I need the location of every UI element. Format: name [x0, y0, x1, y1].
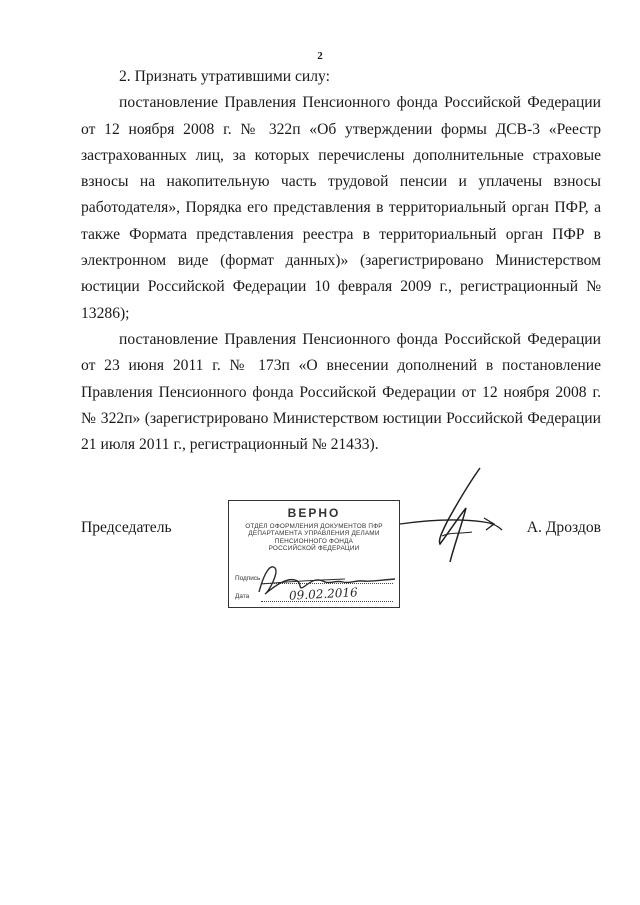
chairman-handwritten-signature: [380, 462, 510, 572]
paragraph-repeal-2: постановление Правления Пенсионного фонда Российской Федерации от 23 июня 2011 г. № 173п «О внесении дополнений в постановление Правления Пенсионного фонда Российской Федерации от 12 ноября 2008 г. № 322п» (зарегистрировано Министерством юстиции Российской Федерации 21 июля 2011 г., регистрационный № 21433).: [81, 330, 601, 454]
signer-name: А. Дроздов: [526, 519, 601, 536]
stamp-department: [232, 523, 396, 553]
stamp-signature-label: Подпись: [235, 575, 261, 582]
stamp-line: ОТДЕЛ ОФОРМЛЕНИЯ ДОКУМЕНТОВ ПФР: [245, 523, 383, 530]
stamp-date-value: 09.02.2016: [288, 585, 359, 603]
signer-role: Председатель: [81, 519, 172, 536]
stamp-date-label: Дата: [235, 593, 250, 600]
stamp-line: ПЕНСИОННОГО ФОНДА: [274, 537, 354, 545]
paragraph-heading: 2. Признать утратившими силу:: [119, 68, 330, 85]
document-body: [81, 64, 601, 458]
paragraph-repeal-1: постановление Правления Пенсионного фонда Российской Федерации от 12 ноября 2008 г. № 322п «Об утверждении формы ДСВ-3 «Реестр застрахованных лиц, за которых перечислены дополнительные страховые взносы на накопительную часть трудовой пенсии и уплачены взносы работодателя», Порядка его представления в территориальный орган ПФР, а также Формата представления реестра в территориальный орган ПФР в электронном виде (формат данных)» (зарегистрировано Министерством юстиции Российской Федерации 10 февраля 2009 г., регистрационный № 13286);: [81, 94, 601, 322]
page-number: 2: [317, 50, 323, 62]
stamp-line: ДЕПАРТАМЕНТА УПРАВЛЕНИЯ ДЕЛАМИ: [248, 530, 380, 538]
stamp-line: РОССИЙСКОЙ ФЕДЕРАЦИИ: [268, 545, 360, 553]
stamp-heading: ВЕРНО: [287, 506, 341, 520]
